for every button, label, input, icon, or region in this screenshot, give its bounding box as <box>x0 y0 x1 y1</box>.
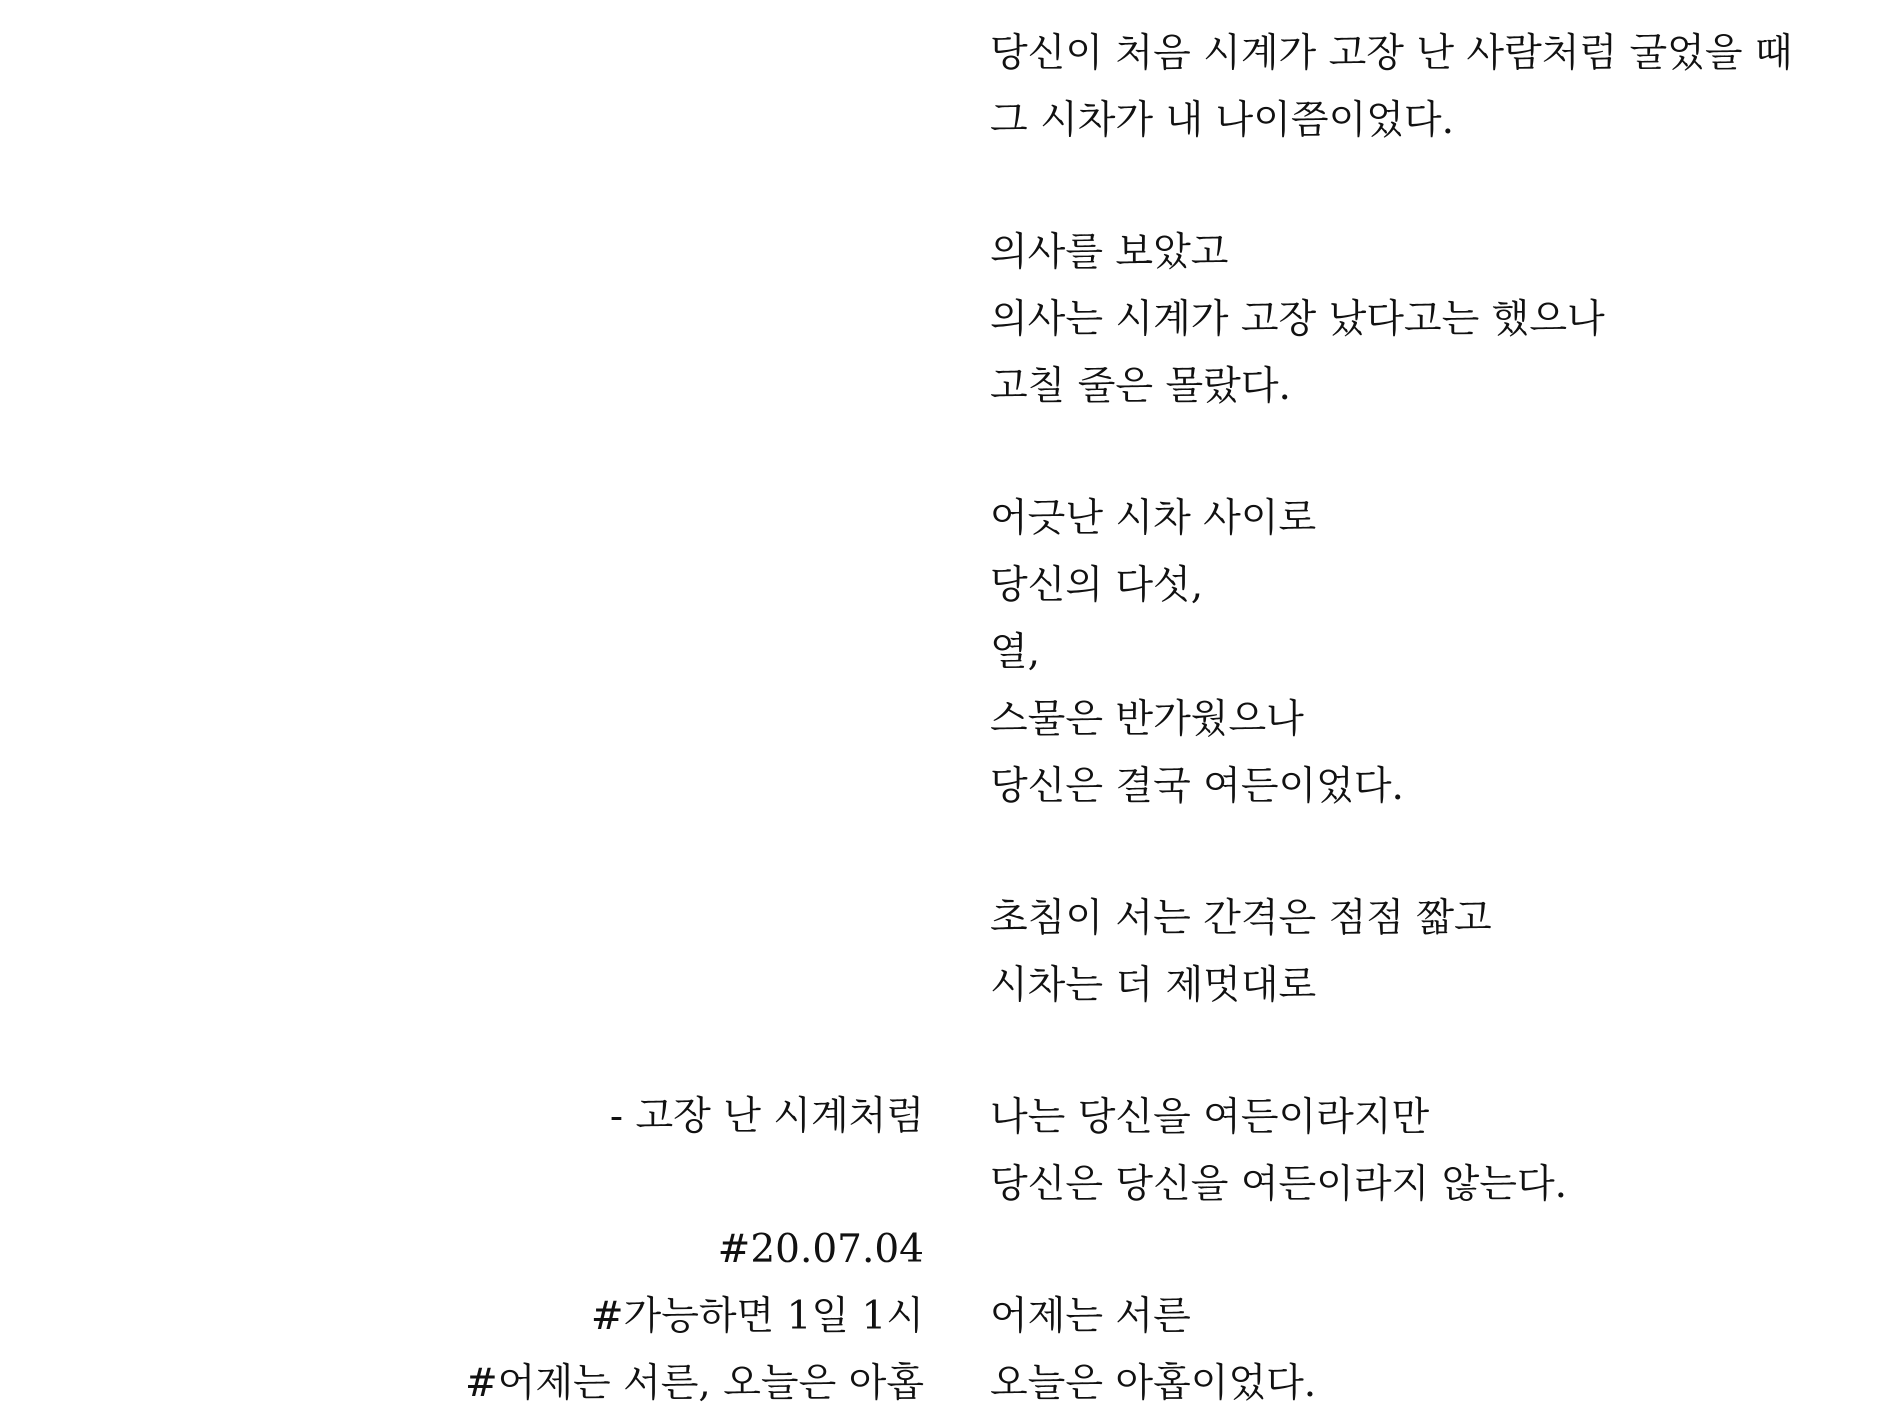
poem-title: - 고장 난 시계처럼 <box>609 1094 924 1139</box>
stanza-5 <box>990 1084 1870 1218</box>
poem-line: 나는 당신을 여든이라지만 <box>990 1095 1430 1140</box>
stanza-3 <box>990 485 1870 820</box>
hashtag: #가능하면 1일 1시 <box>590 1294 924 1339</box>
poem-line: 어제는 서른 <box>990 1294 1191 1339</box>
hashtag: #어제는 서른, 오늘은 아홉 <box>464 1361 924 1406</box>
poem-line: 고칠 줄은 몰랐다. <box>990 364 1291 409</box>
poem-body <box>990 20 1870 1417</box>
poem-line: 오늘은 아홉이었다. <box>990 1361 1317 1406</box>
poem-line: 열, <box>990 630 1041 675</box>
date-tag: #20.07.04 <box>717 1227 924 1272</box>
stanza-1 <box>990 20 1870 154</box>
poem-line: 당신이 처음 시계가 고장 난 사람처럼 굴었을 때 <box>990 31 1793 76</box>
poem-line: 그 시차가 내 나이쯤이었다. <box>990 98 1455 143</box>
stanza-6 <box>990 1283 1870 1417</box>
stanza-gap <box>990 820 1870 885</box>
poem-line: 스물은 반가웠으나 <box>990 697 1304 742</box>
stanza-4 <box>990 885 1870 1019</box>
stanza-2 <box>990 219 1870 420</box>
stanza-gap <box>990 1019 1870 1084</box>
poem-line: 의사를 보았고 <box>990 230 1229 275</box>
stanza-gap <box>990 154 1870 219</box>
stanza-gap <box>990 1218 1870 1283</box>
poem-line: 의사는 시계가 고장 났다고는 했으나 <box>990 297 1605 342</box>
poem-line: 당신의 다섯, <box>990 563 1204 608</box>
poem-line: 시차는 더 제멋대로 <box>990 963 1317 1008</box>
poem-line: 초침이 서는 간격은 점점 짧고 <box>990 896 1492 941</box>
stanza-gap <box>990 420 1870 485</box>
poem-line: 어긋난 시차 사이로 <box>990 496 1317 541</box>
poem-line: 당신은 당신을 여든이라지 않는다. <box>990 1162 1568 1207</box>
poem-line: 당신은 결국 여든이었다. <box>990 764 1404 809</box>
